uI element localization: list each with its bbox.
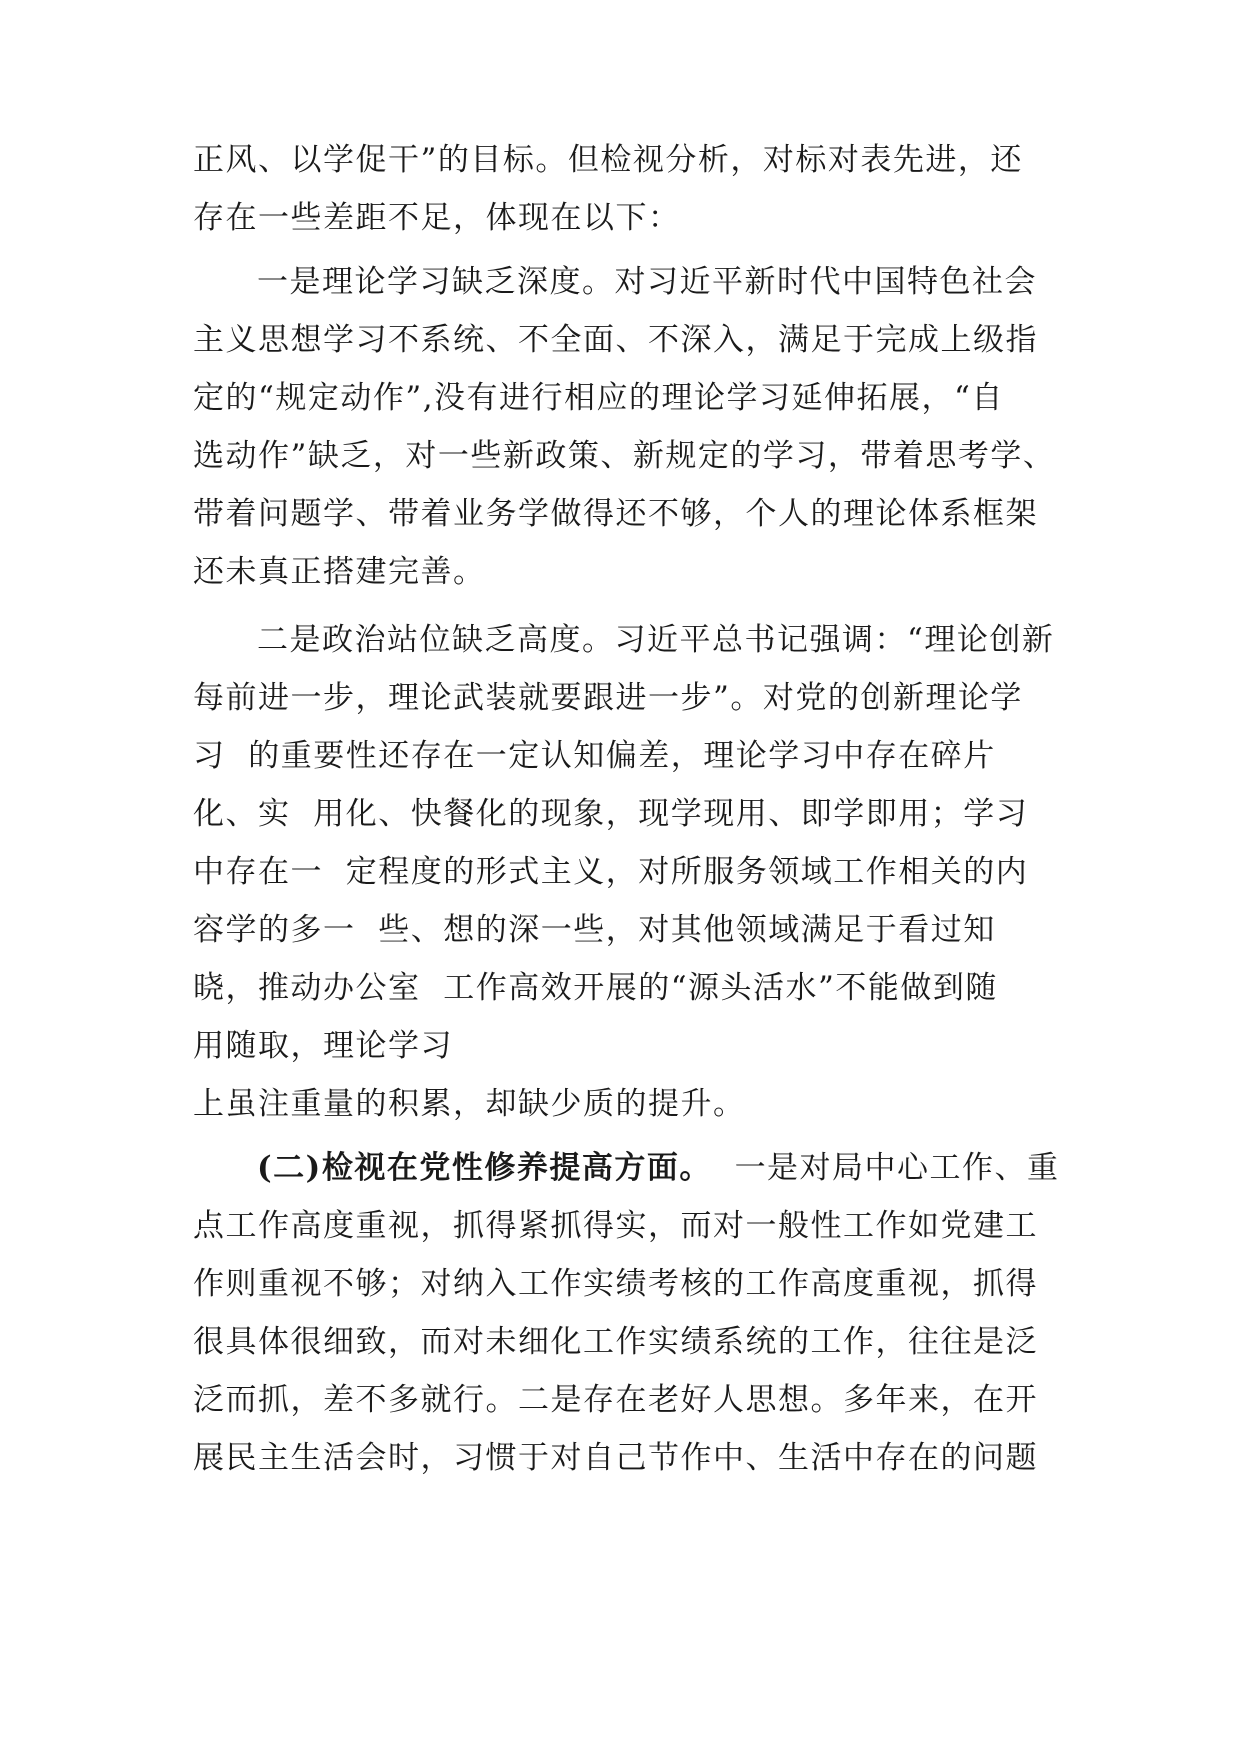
text-line: 中存在一 定程度的形式主义，对所服务领域工作相关的内 bbox=[193, 854, 1029, 890]
section-first-line bbox=[257, 1148, 1060, 1188]
text-line: 展民主生活会时，习惯于对自己节作中、生活中存在的问题 bbox=[193, 1440, 1038, 1476]
text-line: 一是理论学习缺乏深度。对习近平新时代中国特色社会 bbox=[257, 264, 1037, 300]
section-heading: (二)检视在党性修养提高方面。 bbox=[257, 1150, 712, 1186]
text-line: 晓，推动办公室 工作高效开展的“源头活水”不能做到随 bbox=[193, 970, 998, 1006]
text-line: 化、实 用化、快餐化的现象，现学现用、即学即用；学习 bbox=[193, 796, 1029, 832]
text-line: 很具体很细致，而对未细化工作实绩系统的工作，往往是泛 bbox=[193, 1324, 1038, 1360]
text-line: 定的“规定动作”,没有进行相应的理论学习延伸拓展，“自 bbox=[193, 380, 1004, 416]
text-line: 上虽注重量的积累，却缺少质的提升。 bbox=[193, 1086, 746, 1122]
text-line: 作则重视不够；对纳入工作实绩考核的工作高度重视，抓得 bbox=[193, 1266, 1038, 1302]
text-line: 还未真正搭建完善。 bbox=[193, 554, 486, 590]
text-line: 带着问题学、带着业务学做得还不够，个人的理论体系框架 bbox=[193, 496, 1038, 532]
text-line: 正风、以学促干”的目标。但检视分析，对标对表先进，还 bbox=[193, 142, 1023, 178]
text-line: 习 的重要性还存在一定认知偏差，理论学习中存在碎片 bbox=[193, 738, 996, 774]
text-line: 点工作高度重视，抓得紧抓得实，而对一般性工作如党建工 bbox=[193, 1208, 1038, 1244]
text-line: 泛而抓，差不多就行。二是存在老好人思想。多年来，在开 bbox=[193, 1382, 1038, 1418]
section-first-text: 一是对局中心工作、重 bbox=[734, 1150, 1060, 1186]
text-line: 选动作”缺乏，对一些新政策、新规定的学习，带着思考学、 bbox=[193, 438, 1056, 474]
text-line: 每前进一步，理论武装就要跟进一步”。对党的创新理论学 bbox=[193, 680, 1023, 716]
text-line: 容学的多一 些、想的深一些，对其他领域满足于看过知 bbox=[193, 912, 996, 948]
text-line: 主义思想学习不系统、不全面、不深入，满足于完成上级指 bbox=[193, 322, 1038, 358]
text-line: 二是政治站位缺乏高度。习近平总书记强调：“理论创新 bbox=[257, 622, 1055, 658]
text-line: 存在一些差距不足，体现在以下： bbox=[193, 200, 681, 236]
text-line: 用随取，理论学习 bbox=[193, 1028, 453, 1064]
